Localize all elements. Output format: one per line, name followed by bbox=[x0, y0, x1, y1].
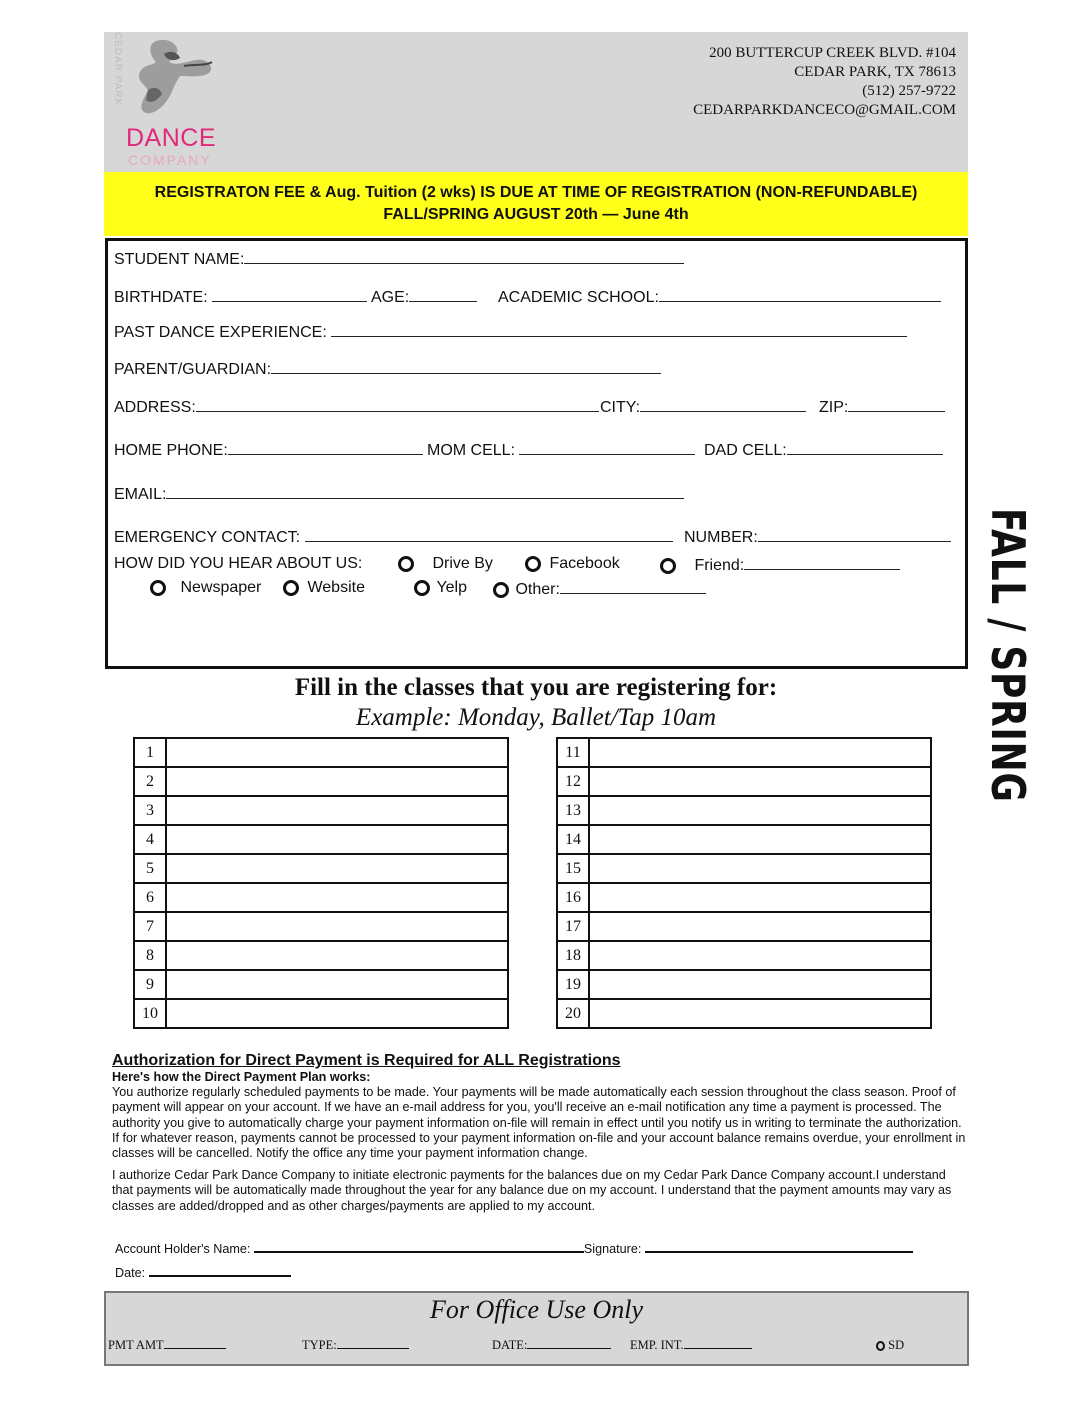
class-entry-cell[interactable] bbox=[589, 796, 931, 825]
class-row bbox=[134, 738, 508, 767]
class-entry-cell[interactable] bbox=[166, 941, 508, 970]
address-city: CEDAR PARK, TX 78613 bbox=[794, 64, 956, 80]
class-row bbox=[557, 796, 931, 825]
class-row bbox=[557, 854, 931, 883]
emergency-number-field[interactable] bbox=[684, 527, 951, 547]
mom-cell-line[interactable] bbox=[519, 440, 695, 455]
class-entry-cell[interactable] bbox=[589, 912, 931, 941]
class-row bbox=[134, 912, 508, 941]
class-row bbox=[134, 796, 508, 825]
class-row bbox=[557, 941, 931, 970]
classes-table-left bbox=[133, 737, 509, 1029]
home-phone-label: HOME PHONE: bbox=[114, 442, 228, 459]
registration-fee-banner bbox=[104, 172, 968, 236]
facebook-radio[interactable] bbox=[525, 556, 541, 572]
emergency-contact-label: EMERGENCY CONTACT: bbox=[114, 529, 305, 546]
city-line[interactable] bbox=[640, 397, 806, 412]
website-radio[interactable] bbox=[283, 580, 299, 596]
other-label: Other: bbox=[515, 581, 560, 598]
home-phone-line[interactable] bbox=[228, 440, 423, 455]
class-row bbox=[134, 970, 508, 999]
class-entry-cell[interactable] bbox=[166, 825, 508, 854]
facebook-label: Facebook bbox=[549, 555, 620, 572]
studio-address bbox=[693, 44, 956, 120]
type-label: TYPE: bbox=[302, 1338, 337, 1352]
dad-cell-field[interactable] bbox=[704, 440, 943, 460]
emergency-number-label: NUMBER: bbox=[684, 529, 758, 546]
class-entry-cell[interactable] bbox=[589, 767, 931, 796]
office-use-title: For Office Use Only bbox=[429, 1295, 643, 1324]
class-entry-cell[interactable] bbox=[589, 999, 931, 1028]
friend-label: Friend: bbox=[694, 557, 745, 574]
birthdate-field[interactable] bbox=[114, 287, 367, 307]
past-dance-label: PAST DANCE EXPERIENCE: bbox=[114, 324, 332, 341]
class-entry-cell[interactable] bbox=[589, 825, 931, 854]
class-row-number: 16 bbox=[557, 883, 589, 912]
website-label: Website bbox=[307, 579, 365, 596]
age-field[interactable] bbox=[371, 287, 477, 307]
classes-heading: Fill in the classes that you are registering for: bbox=[294, 674, 778, 701]
yelp-radio[interactable] bbox=[414, 580, 430, 596]
class-row-number: 19 bbox=[557, 970, 589, 999]
class-entry-cell[interactable] bbox=[589, 941, 931, 970]
emp-int-field[interactable] bbox=[630, 1338, 752, 1353]
company-logo bbox=[114, 32, 224, 172]
city-label: CITY: bbox=[600, 399, 641, 416]
age-label: AGE: bbox=[371, 289, 410, 306]
class-entry-cell[interactable] bbox=[166, 970, 508, 999]
email-label: EMAIL: bbox=[114, 486, 167, 503]
student-name-label: STUDENT NAME: bbox=[114, 251, 245, 268]
logo-vertical-text: CEDAR PARK bbox=[112, 32, 123, 107]
emp-int-line[interactable] bbox=[684, 1338, 752, 1349]
letterhead bbox=[104, 32, 968, 172]
class-row-number: 18 bbox=[557, 941, 589, 970]
class-row bbox=[134, 825, 508, 854]
class-row bbox=[134, 767, 508, 796]
option-yelp[interactable] bbox=[414, 579, 467, 597]
address-field[interactable] bbox=[114, 397, 599, 417]
zip-field[interactable] bbox=[819, 397, 945, 417]
class-row-number: 1 bbox=[134, 738, 166, 767]
option-newspaper[interactable] bbox=[150, 579, 261, 597]
emergency-contact-line[interactable] bbox=[305, 527, 673, 542]
class-entry-cell[interactable] bbox=[589, 883, 931, 912]
class-row-number: 9 bbox=[134, 970, 166, 999]
account-holder-label: Account Holder's Name: bbox=[115, 1242, 254, 1256]
class-entry-cell[interactable] bbox=[166, 999, 508, 1028]
city-field[interactable] bbox=[600, 397, 806, 417]
other-radio[interactable] bbox=[493, 582, 509, 598]
sd-option[interactable] bbox=[876, 1338, 904, 1353]
class-entry-cell[interactable] bbox=[166, 912, 508, 941]
authorization-date-label: Date: bbox=[115, 1266, 149, 1280]
mom-cell-label: MOM CELL: bbox=[427, 442, 520, 459]
class-row bbox=[134, 999, 508, 1028]
office-date-field[interactable] bbox=[492, 1338, 611, 1353]
class-row bbox=[557, 912, 931, 941]
class-row bbox=[134, 941, 508, 970]
dad-cell-label: DAD CELL: bbox=[704, 442, 787, 459]
student-info-box bbox=[105, 238, 968, 669]
age-line[interactable] bbox=[409, 287, 477, 302]
class-row-number: 11 bbox=[557, 738, 589, 767]
class-entry-cell[interactable] bbox=[589, 738, 931, 767]
class-row bbox=[557, 999, 931, 1028]
date-row bbox=[115, 1265, 291, 1280]
office-date-label: DATE: bbox=[492, 1338, 528, 1352]
class-entry-cell[interactable] bbox=[166, 796, 508, 825]
authorization-subtitle: Here's how the Direct Payment Plan works: bbox=[112, 1070, 371, 1084]
class-row bbox=[557, 825, 931, 854]
class-row-number: 8 bbox=[134, 941, 166, 970]
class-row-number: 7 bbox=[134, 912, 166, 941]
banner-line-1: REGISTRATON FEE & Aug. Tuition (2 wks) IS DUE AT TIME OF REGISTRATION (NON-REFUNDABLE) bbox=[154, 184, 918, 201]
emp-int-label: EMP. INT. bbox=[630, 1338, 684, 1352]
account-holder-line[interactable] bbox=[254, 1241, 584, 1253]
yelp-label: Yelp bbox=[436, 579, 468, 596]
academic-school-field[interactable] bbox=[498, 287, 941, 307]
birthdate-label: BIRTHDATE: bbox=[114, 289, 213, 306]
class-entry-cell[interactable] bbox=[166, 883, 508, 912]
student-name-line[interactable] bbox=[244, 249, 684, 264]
class-row bbox=[134, 854, 508, 883]
email-line[interactable] bbox=[166, 484, 684, 499]
dad-cell-line[interactable] bbox=[787, 440, 943, 455]
signature-line[interactable] bbox=[645, 1241, 913, 1253]
class-row-number: 6 bbox=[134, 883, 166, 912]
logo-word-dance: DANCE bbox=[126, 124, 217, 152]
parent-line[interactable] bbox=[271, 359, 661, 374]
address-street: 200 BUTTERCUP CREEK BLVD. #104 bbox=[709, 45, 956, 61]
friend-line[interactable] bbox=[744, 555, 900, 570]
class-entry-cell[interactable] bbox=[166, 738, 508, 767]
banner-line-2: FALL/SPRING AUGUST 20th — June 4th bbox=[383, 206, 689, 223]
class-row-number: 20 bbox=[557, 999, 589, 1028]
hear-about-label: HOW DID YOU HEAR ABOUT US: bbox=[114, 555, 363, 572]
class-entry-cell[interactable] bbox=[166, 767, 508, 796]
authorization-title: Authorization for Direct Payment is Required for ALL Registrations bbox=[112, 1052, 621, 1069]
address-line[interactable] bbox=[196, 397, 599, 412]
zip-label: ZIP: bbox=[819, 399, 849, 416]
newspaper-radio[interactable] bbox=[150, 580, 166, 596]
type-field[interactable] bbox=[302, 1338, 409, 1353]
newspaper-label: Newspaper bbox=[180, 579, 262, 596]
drive-by-radio[interactable] bbox=[398, 556, 414, 572]
class-row-number: 4 bbox=[134, 825, 166, 854]
classes-example: Example: Monday, Ballet/Tap 10am bbox=[355, 704, 717, 731]
class-row-number: 17 bbox=[557, 912, 589, 941]
class-row-number: 3 bbox=[134, 796, 166, 825]
option-other[interactable] bbox=[493, 579, 706, 599]
class-row-number: 5 bbox=[134, 854, 166, 883]
academic-school-label: ACADEMIC SCHOOL: bbox=[498, 289, 659, 306]
academic-school-line[interactable] bbox=[659, 287, 941, 302]
payment-authorization bbox=[112, 1052, 967, 1214]
past-dance-line[interactable] bbox=[331, 322, 907, 337]
class-row bbox=[557, 970, 931, 999]
address-label: ADDRESS: bbox=[114, 399, 196, 416]
signature-row bbox=[115, 1241, 913, 1256]
office-date-line[interactable] bbox=[527, 1338, 611, 1349]
email-field[interactable] bbox=[114, 484, 684, 504]
sd-radio[interactable] bbox=[876, 1341, 885, 1351]
emergency-number-line[interactable] bbox=[758, 527, 951, 542]
class-row-number: 15 bbox=[557, 854, 589, 883]
authorization-paragraph-2: I authorize Cedar Park Dance Company to initiate electronic payments for the balances due on my Cedar Park Dance Company account.I understand that payments will be automatically made throughout the year for any balance due on my account. I understand that the payment amounts may vary as classes are added/dropped and as other charges/payments are applied to my account. bbox=[112, 1168, 952, 1213]
season-side-label-text: FALL / SPRING bbox=[981, 508, 1035, 803]
pmt-amt-field[interactable] bbox=[108, 1338, 226, 1353]
logo-word-company: COMPANY bbox=[128, 152, 212, 168]
address-email: CEDARPARKDANCECO@GMAIL.COM bbox=[693, 102, 956, 118]
option-facebook[interactable] bbox=[525, 555, 620, 573]
authorization-date-line[interactable] bbox=[149, 1265, 291, 1277]
class-entry-cell[interactable] bbox=[589, 970, 931, 999]
pmt-amt-line[interactable] bbox=[164, 1338, 226, 1349]
classes-table-right bbox=[556, 737, 932, 1029]
class-entry-cell[interactable] bbox=[589, 854, 931, 883]
emergency-contact-field[interactable] bbox=[114, 527, 673, 547]
student-name-field[interactable] bbox=[114, 249, 684, 269]
option-drive-by[interactable] bbox=[398, 555, 493, 573]
option-website[interactable] bbox=[283, 579, 365, 597]
option-friend[interactable] bbox=[660, 555, 900, 575]
type-line[interactable] bbox=[337, 1338, 409, 1349]
class-row-number: 12 bbox=[557, 767, 589, 796]
mom-cell-field[interactable] bbox=[427, 440, 695, 460]
class-row bbox=[557, 883, 931, 912]
birthdate-line[interactable] bbox=[212, 287, 367, 302]
office-use-box bbox=[104, 1291, 969, 1366]
pmt-amt-label: PMT AMT bbox=[108, 1338, 164, 1352]
class-row-number: 13 bbox=[557, 796, 589, 825]
class-row-number: 2 bbox=[134, 767, 166, 796]
class-row bbox=[134, 883, 508, 912]
dancer-graphic bbox=[114, 32, 224, 127]
class-row-number: 10 bbox=[134, 999, 166, 1028]
parent-label: PARENT/GUARDIAN: bbox=[114, 361, 272, 378]
past-dance-field[interactable] bbox=[114, 322, 907, 342]
class-row bbox=[557, 767, 931, 796]
friend-radio[interactable] bbox=[660, 558, 676, 574]
zip-line[interactable] bbox=[848, 397, 945, 412]
signature-label: Signature: bbox=[583, 1242, 645, 1256]
home-phone-field[interactable] bbox=[114, 440, 423, 460]
parent-field[interactable] bbox=[114, 359, 661, 379]
sd-label: SD bbox=[888, 1338, 905, 1352]
address-phone: (512) 257-9722 bbox=[862, 83, 956, 99]
class-row-number: 14 bbox=[557, 825, 589, 854]
class-row bbox=[557, 738, 931, 767]
class-entry-cell[interactable] bbox=[166, 854, 508, 883]
authorization-paragraph-1: You authorize regularly scheduled payments to be made. Your payments will be made automatically each session throughout the class season. Proof of payment will appear on your account. If we have an e-mail address for you, you'll receive an e-mail notification any time a payment is processed. The authority you give to automatically charge your payment information on-file will remain in effect until you notify us in writing to terminate the authorization. If for whatever reason, payments cannot be processed to your payment information on-file and your account balance remains overdue, your enrollment in classes will be cancelled. Notify the office any time your payment information change. bbox=[112, 1085, 966, 1161]
other-line[interactable] bbox=[560, 579, 706, 594]
drive-by-label: Drive By bbox=[432, 555, 493, 572]
